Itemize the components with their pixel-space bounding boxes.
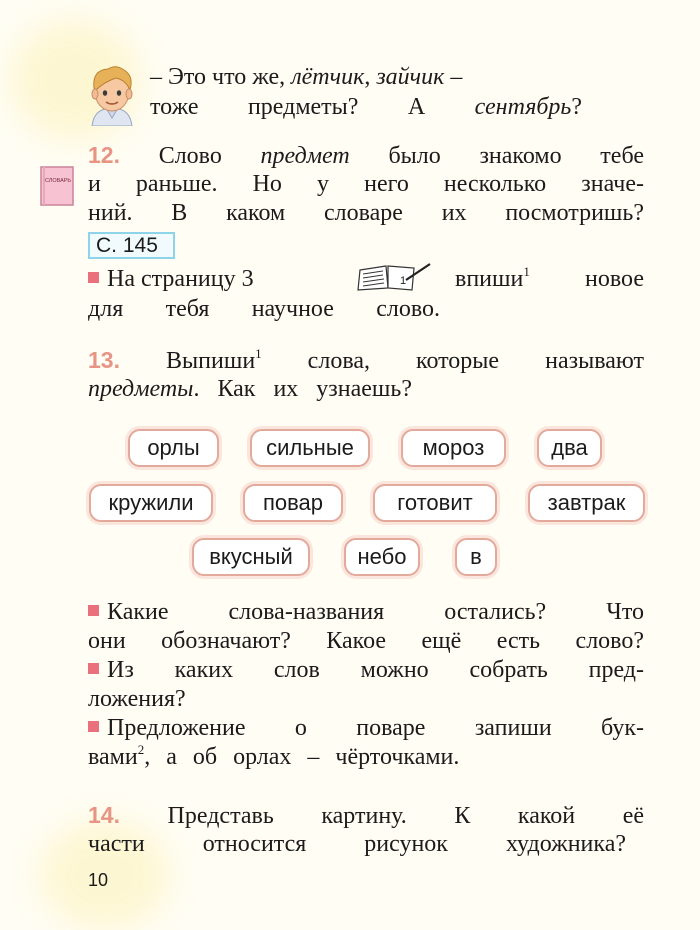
- task13-line-2: предметы. Как их узнаешь?: [88, 376, 412, 402]
- word-card[interactable]: вкусный: [192, 538, 310, 576]
- dictionary-book-icon: [39, 165, 75, 207]
- bullet-square-icon: [88, 272, 99, 283]
- page-reference: С. 145: [88, 232, 175, 259]
- bullet-square-icon: [88, 605, 99, 616]
- word-card[interactable]: два: [537, 429, 602, 467]
- boy-character-icon: [86, 64, 138, 126]
- word-card[interactable]: повар: [243, 484, 343, 522]
- svg-text:СЛОВАРЬ: СЛОВАРЬ: [44, 178, 72, 184]
- task13-question-3-line-2: вами$^2$, а об орлах – чёрточками.: [88, 742, 460, 770]
- task14-line-2: части относится рисунок художника?: [88, 831, 626, 857]
- word-card[interactable]: сильные: [250, 429, 370, 467]
- task12-line-1: 12. Слово предмет было знакомо тебе: [88, 142, 644, 169]
- task12-bullet-line-1: На страницу 3: [88, 264, 254, 294]
- intro-line-2: тоже предметы? А сентябрь?: [150, 94, 582, 120]
- word-card[interactable]: в: [455, 538, 497, 576]
- word-card[interactable]: кружили: [89, 484, 213, 522]
- bullet-square-icon: [88, 721, 99, 732]
- task12-bullet-line-1-end: впиши$^1$ новое: [455, 264, 644, 292]
- task12-bullet-line-2: для тебя научное слово.: [88, 296, 440, 322]
- task13-question-1-line-2: они обозначают? Какое ещё есть слово?: [88, 628, 644, 654]
- page-number: 10: [88, 870, 109, 890]
- word-card[interactable]: готовит: [373, 484, 497, 522]
- task13-question-2-line-1: Из каких слов можно собрать пред-: [88, 655, 644, 685]
- task13-question-1-line-1: Какие слова-названия остались? Что: [88, 597, 644, 627]
- bullet-square-icon: [88, 663, 99, 674]
- notebook-pen-icon: [354, 262, 432, 292]
- task13-question-2-line-2: ложения?: [88, 686, 186, 712]
- task12-line-2: и раньше. Но у него несколько значе-: [88, 171, 644, 197]
- svg-text:1: 1: [400, 275, 407, 287]
- word-card[interactable]: орлы: [128, 429, 219, 467]
- task13-question-3-line-1: Предложение о поваре запиши бук-: [88, 713, 644, 743]
- word-card[interactable]: небо: [344, 538, 420, 576]
- task12-line-3: ний. В каком словаре их посмотришь?: [88, 200, 644, 226]
- task14-line-1: 14. Представь картину. К какой её: [88, 802, 644, 829]
- task13-line-1: 13. Выпиши$^1$ слова, которые называют: [88, 346, 644, 374]
- word-card[interactable]: мороз: [401, 429, 506, 467]
- intro-line-1: – Это что же, лётчик, зайчик –: [150, 64, 463, 90]
- word-card[interactable]: завтрак: [528, 484, 645, 522]
